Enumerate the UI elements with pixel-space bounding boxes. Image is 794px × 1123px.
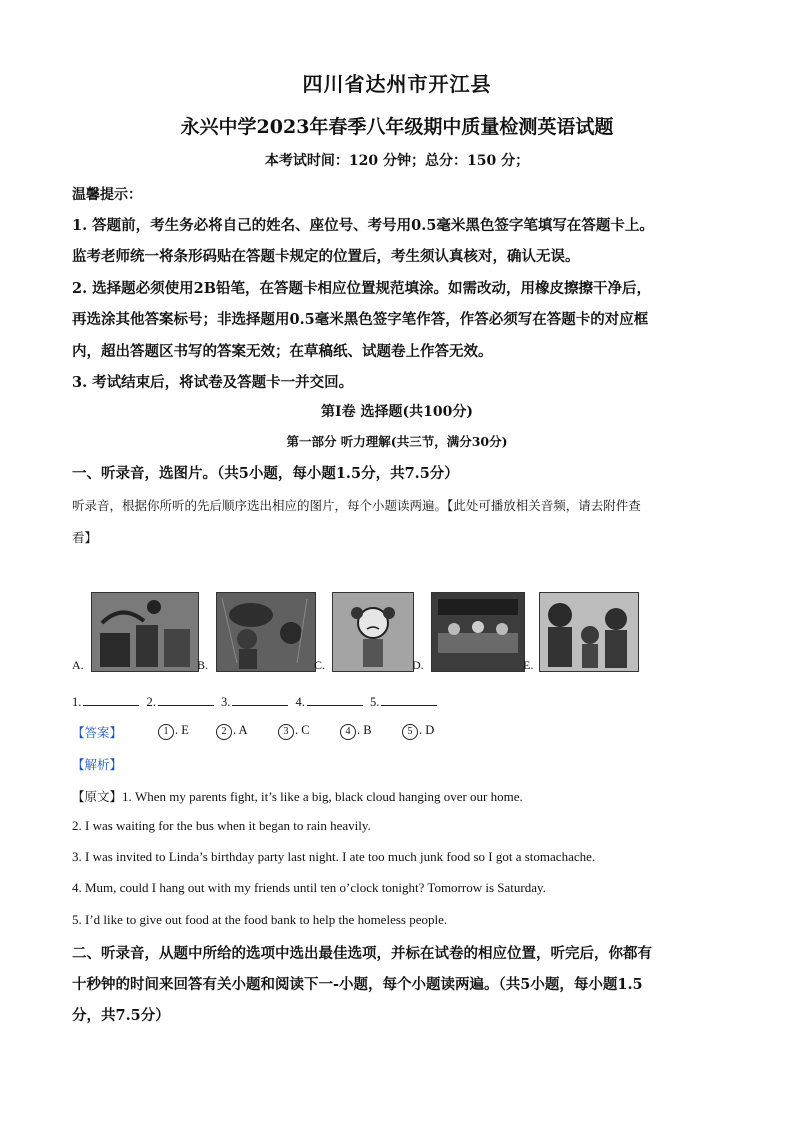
option-label-d: D.	[412, 658, 424, 672]
picture-a	[91, 592, 199, 672]
blank-label-3: 3.	[221, 695, 231, 709]
section1-instruction-1: 听录音，根据你所听的先后顺序选出相应的图片，每个小题读两遍。【此处可播放相关音频，请去附件查	[72, 498, 641, 513]
section2-title-line-1: 二、听录音，从题中所给的选项中选出最佳选项，并标在试卷的相应位置，听完后，你都有	[72, 945, 652, 962]
section1-instruction-2: 看】	[72, 530, 98, 545]
answer-tag: 【答案】	[72, 725, 123, 740]
blank-label-2: 2.	[146, 695, 156, 709]
notice-item-3: 3. 考试结束后，将试卷及答题卡一并交回。	[72, 374, 354, 391]
answer-3	[278, 723, 310, 740]
picture-e	[539, 592, 639, 672]
notice-item-2a: 2. 选择题必须使用2B铅笔，在答题卡相应位置规范填涂。如需改动，用橡皮擦擦干净后，	[72, 280, 652, 297]
answer-2-value: . A	[233, 723, 248, 737]
transcript-line-2: 2. I was waiting for the bus when it began to rain heavily.	[72, 818, 371, 833]
answer-3-number: 3	[278, 724, 294, 740]
picture-d	[431, 592, 525, 672]
blank-4[interactable]	[307, 694, 363, 706]
blank-5[interactable]	[381, 694, 437, 706]
picture-b-image	[217, 593, 315, 671]
transcript-line-3: 3. I was invited to Linda’s birthday party last night. I ate too much junk food so I got a stomachache.	[72, 849, 596, 864]
notice-item-1b: 监考老师统一将条形码贴在答题卡规定的位置后，考生须认真核对，确认无误。	[72, 248, 580, 265]
transcript-line-1	[72, 787, 523, 805]
blank-label-1: 1.	[72, 695, 82, 709]
exam-time-score: 本考试时间：120 分钟；总分：150 分；	[264, 153, 530, 169]
blank-label-5: 5.	[370, 695, 380, 709]
transcript-line-5: 5. I’d like to give out food at the food bank to help the homeless people.	[72, 912, 448, 927]
option-label-e: E.	[523, 658, 534, 672]
transcript-1-text: 1. When my parents fight, it’s like a big, black cloud hanging over our home.	[122, 789, 523, 804]
section2-title-line-3: 分，共7.5分）	[72, 1007, 170, 1024]
picture-b	[216, 592, 316, 672]
notice-item-2c: 内，超出答题区书写的答案无效；在草稿纸、试题卷上作答无效。	[72, 343, 493, 360]
answer-5-value: . D	[419, 723, 435, 737]
blank-label-4: 4.	[295, 695, 305, 709]
picture-c-image	[333, 593, 413, 671]
blank-1[interactable]	[83, 694, 139, 706]
source-tag: 【原文】	[72, 789, 123, 804]
answer-2	[216, 723, 248, 740]
answer-5-number: 5	[402, 724, 418, 740]
analysis-tag: 【解析】	[72, 757, 123, 772]
answer-1-value: . E	[175, 723, 189, 737]
answer-4-number: 4	[340, 724, 356, 740]
exam-title: 永兴中学2023年春季八年级期中质量检测英语试题	[180, 116, 614, 138]
picture-d-image	[432, 593, 524, 671]
option-label-b: B.	[197, 658, 209, 672]
section2-title-line-2: 十秒钟的时间来回答有关小题和阅读下一-小题，每个小题读两遍。（共5小题，每小题1.5	[72, 976, 643, 993]
blank-2[interactable]	[158, 694, 214, 706]
answer-2-number: 2	[216, 724, 232, 740]
answer-blanks	[72, 694, 441, 710]
picture-c	[332, 592, 414, 672]
notice-title: 温馨提示：	[72, 187, 142, 203]
notice-item-2b: 再选涂其他答案标号；非选择题用0.5毫米黑色签字笔作答，作答必须写在答题卡的对应框	[72, 311, 649, 328]
answer-4	[340, 723, 372, 740]
option-label-c: C.	[314, 658, 326, 672]
part-heading: 第一部分 听力理解(共三节，满分30分)	[286, 434, 508, 449]
transcript-line-4: 4. Mum, could I hang out with my friends until ten o’clock tonight? Tomorrow is Saturday.	[72, 880, 546, 895]
section1-title: 一、听录音，选图片。（共5小题，每小题1.5分，共7.5分）	[72, 465, 459, 482]
answer-1	[158, 723, 189, 740]
answer-1-number: 1	[158, 724, 174, 740]
answer-5	[402, 723, 434, 740]
school-location-title: 四川省达州市开江县	[302, 72, 492, 96]
picture-a-image	[92, 593, 198, 671]
answer-3-value: . C	[295, 723, 310, 737]
answer-4-value: . B	[357, 723, 372, 737]
volume-heading: 第Ⅰ卷 选择题(共100分)	[321, 404, 473, 420]
picture-e-image	[540, 593, 638, 671]
blank-3[interactable]	[232, 694, 288, 706]
notice-item-1a: 1. 答题前，考生务必将自己的姓名、座位号、考号用0.5毫米黑色签字笔填写在答题卡上。	[72, 217, 654, 234]
option-label-a: A.	[72, 658, 84, 672]
